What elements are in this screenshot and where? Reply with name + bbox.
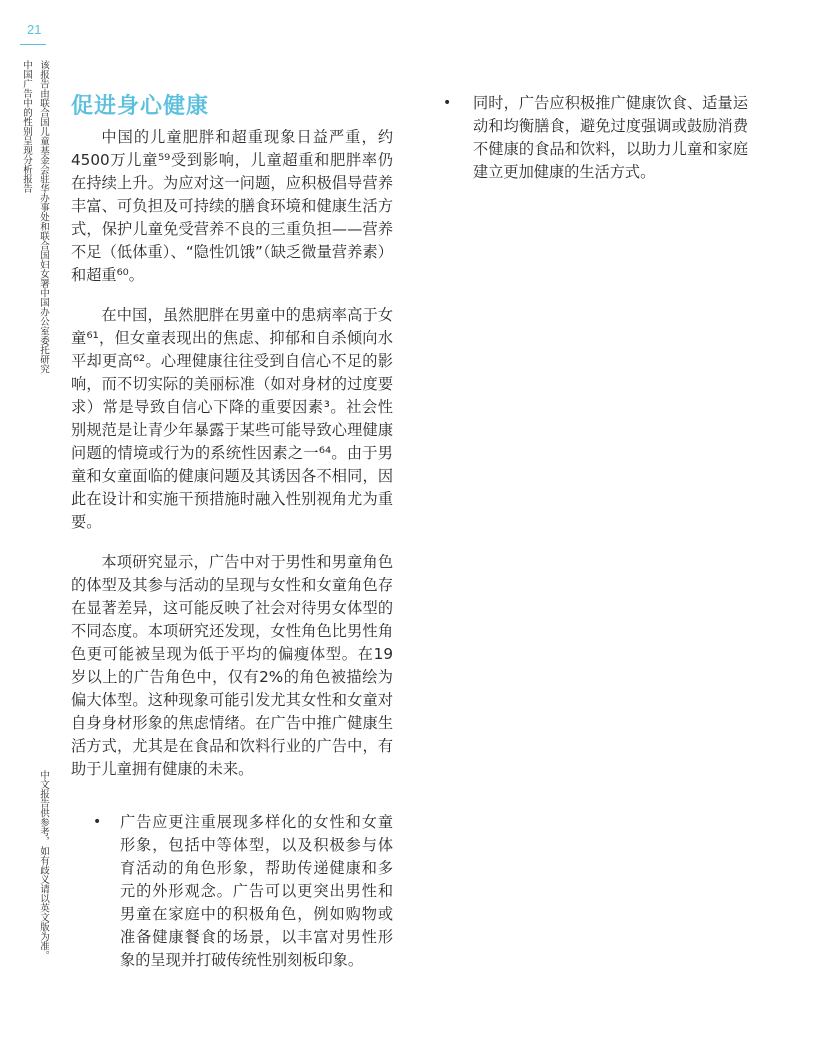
recommendation-item xyxy=(443,92,748,184)
right-column xyxy=(443,92,748,184)
side-report-subtitle: 该报告由联合国儿童基金会驻华办事处和联合国妇女署中国办公室委托研究 xyxy=(38,60,49,374)
side-report-title: 中国广告中的性别呈现分析报告 xyxy=(21,60,32,193)
recommendation-list-right xyxy=(443,92,748,184)
bullet-marker: • xyxy=(93,814,102,830)
left-column xyxy=(71,92,393,972)
recommendation-list-left xyxy=(71,811,393,972)
paragraph-study-findings: 本项研究显示，广告中对于男性和男童角色的体型及其参与活动的呈现与女性和女童角色存在显著差异，这可能反映了社会对待男女体型的不同态度。本项研究还发现，女性角色比男性角色更可能被呈现为低于平均的偏瘦体型。在19岁以上的广告角色中，仅有2%的角色被描绘为偏大体型。这种现象可能引发尤其女性和女童对自身身材形象的焦虑情绪。在广告中推广健康生活方式，尤其是在食品和饮料行业的广告中，有助于儿童拥有健康的未来。 xyxy=(71,553,393,778)
recommendation-text: 同时，广告应积极推广健康饮食、适量运动和均衡膳食，避免过度强调或鼓励消费不健康的食品和饮料，以助力儿童和家庭建立更加健康的生活方式。 xyxy=(473,94,748,181)
page-number: 21 xyxy=(27,22,42,37)
page-number-rule xyxy=(20,44,46,45)
side-disclaimer: 中文报告供参考，如有歧义请以英文版为准。 xyxy=(38,770,49,960)
section-heading: 促进身心健康 xyxy=(71,94,210,119)
recommendation-item xyxy=(93,811,393,972)
recommendation-text: 广告应更注重展现多样化的女性和女童形象，包括中等体型，以及积极参与体育活动的角色形象，帮助传递健康和多元的外形观念。广告可以更突出男性和男童在家庭中的积极角色，例如购物或准备健康餐食的场景，以丰富对男性形象的呈现并打破传统性别刻板印象。 xyxy=(120,813,393,969)
paragraph-mental-health: 在中国，虽然肥胖在男童中的患病率高于女童⁶¹，但女童表现出的焦虑、抑郁和自杀倾向水平却更高⁶²。心理健康往往受到自信心不足的影响，而不切实际的美丽标准（如对身材的过度要求）常是导致自信心下降的重要因素³。社会性别规范是让青少年暴露于某些可能导致心理健康问题的情境或行为的系统性因素之一⁶⁴。由于男童和女童面临的健康问题及其诱因各不相同，因此在设计和实施干预措施时融入性别视角尤为重要。 xyxy=(71,306,393,531)
paragraph-obesity: 中国的儿童肥胖和超重现象日益严重，约4500万儿童⁵⁹受到影响，儿童超重和肥胖率仍在持续上升。为应对这一问题，应积极倡导营养丰富、可负担及可持续的膳食环境和健康生活方式，保护儿童免受营养不良的三重负担——营养不足（低体重）、“隐性饥饿”（缺乏微量营养素）和超重⁶⁰。 xyxy=(71,128,393,284)
bullet-marker: • xyxy=(443,95,452,111)
